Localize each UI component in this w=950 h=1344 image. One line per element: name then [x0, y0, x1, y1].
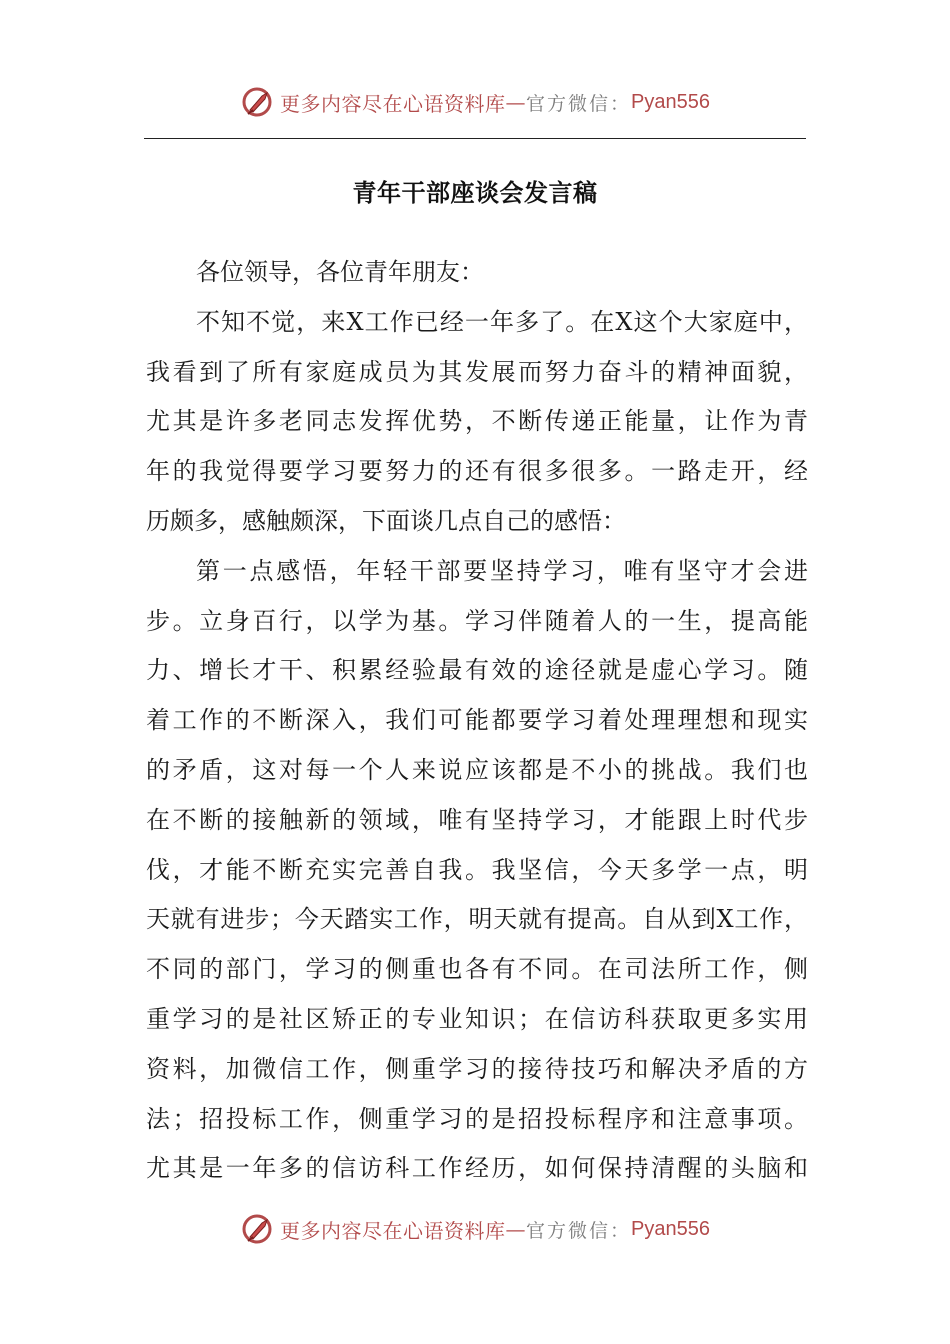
pen-logo-icon	[240, 84, 276, 120]
text-line: 不知不觉，来X工作已经一年多了。在X这个大家庭中，	[196, 307, 808, 336]
text-line: 重学习的是社区矫正的专业知识；在信访科获取更多实用	[146, 1004, 808, 1033]
text-line: 历颇多，感触颇深，下面谈几点自己的感悟：	[146, 506, 626, 535]
text-line: 年的我觉得要学习要努力的还有很多很多。一路走开，经	[146, 457, 808, 486]
banner-dash: —	[505, 90, 526, 114]
text-line: 步。立身百行，以学为基。学习伴随着人的一生，提高能	[146, 606, 808, 635]
wechat-label: 官方微信：	[526, 92, 632, 115]
text-line: 在不断的接触新的领域，唯有坚持学习，才能跟上时代步	[146, 805, 808, 834]
page-title: 青年干部座谈会发言稿	[352, 178, 598, 207]
text-line: 资料，加微信工作，侧重学习的接待技巧和解决矛盾的方	[146, 1054, 808, 1083]
brand-text: 更多内容尽在心语资料库	[280, 91, 506, 116]
text-line: 伐，才能不断充实完善自我。我坚信，今天多学一点，明	[146, 855, 808, 884]
text-line: 的矛盾，这对每一个人来说应该都是不小的挑战。我们也	[146, 755, 808, 784]
text-line: 力、增长才干、积累经验最有效的途径就是虚心学习。随	[146, 656, 808, 685]
wechat-label: 官方微信：	[526, 1219, 632, 1242]
header-divider	[144, 138, 806, 139]
text-line: 着工作的不断深入，我们可能都要学习着处理理想和现实	[146, 706, 808, 735]
wechat-id: Pyan556	[631, 90, 710, 113]
text-line: 不同的部门，学习的侧重也各有不同。在司法所工作，侧	[146, 955, 808, 984]
text-line: 尤其是许多老同志发挥优势，不断传递正能量，让作为青	[146, 407, 808, 436]
pen-logo-icon	[240, 1211, 276, 1247]
wechat-id: Pyan556	[631, 1217, 710, 1240]
header-watermark	[0, 82, 950, 122]
brand-text: 更多内容尽在心语资料库	[280, 1218, 506, 1243]
text-line: 第一点感悟，年轻干部要坚持学习，唯有坚守才会进	[196, 556, 808, 585]
text-line: 尤其是一年多的信访科工作经历，如何保持清醒的头脑和	[146, 1154, 808, 1183]
banner-dash: —	[505, 1217, 526, 1241]
text-line: 天就有进步；今天踏实工作，明天就有提高。自从到X工作，	[146, 905, 808, 934]
text-line: 各位领导，各位青年朋友：	[196, 258, 484, 286]
text-line: 我看到了所有家庭成员为其发展而努力奋斗的精神面貌，	[146, 357, 808, 386]
document-body	[146, 248, 808, 1194]
footer-watermark	[0, 1209, 950, 1249]
text-line: 法；招投标工作，侧重学习的是招投标程序和注意事项。	[146, 1104, 808, 1133]
